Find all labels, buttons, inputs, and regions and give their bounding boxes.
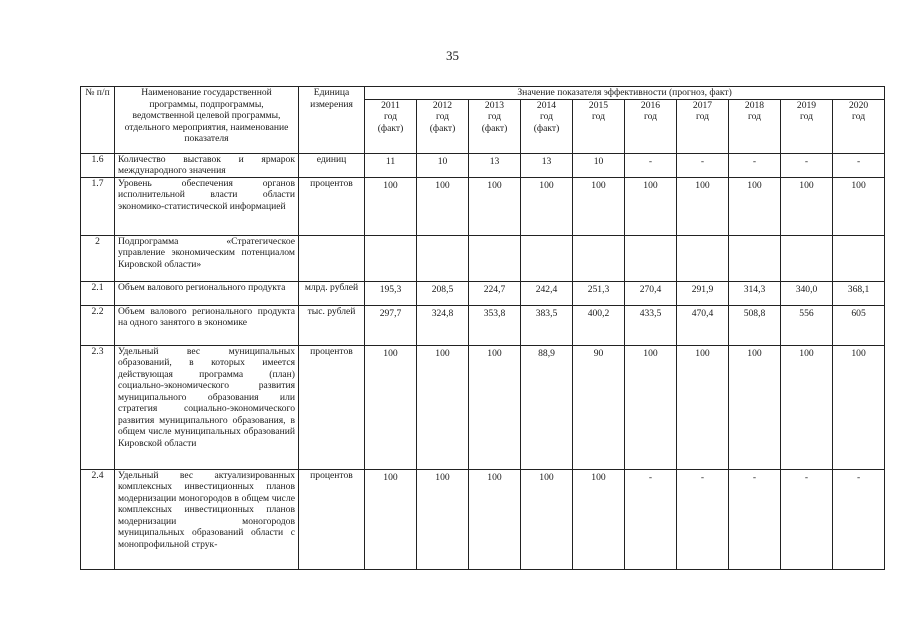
row-number: 2.1 — [81, 281, 115, 305]
indicator-name: Удельный вес муниципальных образований, в которых имеется действующая программа (план) социально-экономического развития муниципального образования или стратегия социально-экономического развития муниципального образования, в общем числе муниципальных образований Кировской области — [115, 345, 299, 469]
table-row — [81, 305, 885, 345]
value-cell: 100 — [833, 345, 885, 469]
value-cell: 100 — [521, 469, 573, 569]
value-cell: 251,3 — [573, 281, 625, 305]
value-cell: 11 — [365, 153, 417, 177]
header-year-2011: 2011 год (факт) — [365, 99, 417, 153]
value-cell: 100 — [469, 469, 521, 569]
value-cell: - — [677, 153, 729, 177]
row-number: 2.3 — [81, 345, 115, 469]
value-cell: 100 — [365, 177, 417, 235]
unit-of-measure: процентов — [299, 345, 365, 469]
unit-of-measure: тыс. рублей — [299, 305, 365, 345]
value-cell: 100 — [417, 177, 469, 235]
value-cell: 100 — [417, 345, 469, 469]
header-year-2019: 2019 год — [781, 99, 833, 153]
header-year-2020: 2020 год — [833, 99, 885, 153]
value-cell: - — [625, 153, 677, 177]
value-cell: 100 — [469, 177, 521, 235]
unit-of-measure: процентов — [299, 177, 365, 235]
header-year-2018: 2018 год — [729, 99, 781, 153]
value-cell: 100 — [521, 177, 573, 235]
row-number: 2.2 — [81, 305, 115, 345]
header-unit: Единица измерения — [299, 87, 365, 154]
value-cell: 605 — [833, 305, 885, 345]
value-cell — [521, 235, 573, 281]
value-cell: 270,4 — [625, 281, 677, 305]
value-cell: 368,1 — [833, 281, 885, 305]
value-cell — [573, 235, 625, 281]
value-cell: - — [677, 469, 729, 569]
row-number: 1.6 — [81, 153, 115, 177]
value-cell: 13 — [469, 153, 521, 177]
value-cell — [677, 235, 729, 281]
value-cell — [417, 235, 469, 281]
value-cell: 100 — [729, 177, 781, 235]
value-cell: 224,7 — [469, 281, 521, 305]
page-number: 35 — [446, 48, 459, 63]
value-cell: 353,8 — [469, 305, 521, 345]
unit-of-measure: млрд. рублей — [299, 281, 365, 305]
header-year-2012: 2012 год (факт) — [417, 99, 469, 153]
value-cell: - — [625, 469, 677, 569]
header-year-2017: 2017 год — [677, 99, 729, 153]
header-year-2013: 2013 год (факт) — [469, 99, 521, 153]
header-num: № п/п — [81, 87, 115, 154]
indicator-name: Подпрограмма «Стратегическое управление экономическим потенциалом Кировской области» — [115, 235, 299, 281]
value-cell: 340,0 — [781, 281, 833, 305]
table-row — [81, 469, 885, 569]
value-cell: 100 — [677, 177, 729, 235]
value-cell: 100 — [573, 469, 625, 569]
value-cell: 100 — [469, 345, 521, 469]
value-cell: - — [729, 469, 781, 569]
value-cell: 383,5 — [521, 305, 573, 345]
value-cell — [625, 235, 677, 281]
row-number: 1.7 — [81, 177, 115, 235]
value-cell: 100 — [781, 177, 833, 235]
header-year-2015: 2015 год — [573, 99, 625, 153]
value-cell: 13 — [521, 153, 573, 177]
value-cell: 90 — [573, 345, 625, 469]
indicator-name: Уровень обеспечения органов исполнительной власти области экономико-статистической информацией — [115, 177, 299, 235]
table-row — [81, 281, 885, 305]
value-cell: 470,4 — [677, 305, 729, 345]
value-cell: 297,7 — [365, 305, 417, 345]
value-cell: 100 — [417, 469, 469, 569]
value-cell: 100 — [833, 177, 885, 235]
indicator-name: Удельный вес актуализированных комплексных инвестиционных планов модернизации моногородов в общем числе комплексных инвестиционных планов модернизации моногородов муниципальных образований области с монопрофильной струк- — [115, 469, 299, 569]
value-cell: 314,3 — [729, 281, 781, 305]
indicators-table — [80, 86, 885, 570]
value-cell: 100 — [625, 345, 677, 469]
table-row — [81, 235, 885, 281]
header-name: Наименование государственной программы, подпрограммы, ведомственной целевой программы, отдельного мероприятия, наименование показателя — [115, 87, 299, 154]
value-cell: 208,5 — [417, 281, 469, 305]
value-cell: 433,5 — [625, 305, 677, 345]
value-cell — [365, 235, 417, 281]
header-values-title: Значение показателя эффективности (прогноз, факт) — [365, 87, 885, 100]
value-cell: 10 — [417, 153, 469, 177]
indicator-name: Количество выставок и ярмарок международного значения — [115, 153, 299, 177]
row-number: 2.4 — [81, 469, 115, 569]
unit-of-measure — [299, 235, 365, 281]
value-cell: 100 — [625, 177, 677, 235]
table-row — [81, 153, 885, 177]
row-number: 2 — [81, 235, 115, 281]
value-cell: - — [781, 153, 833, 177]
value-cell: 100 — [573, 177, 625, 235]
indicator-name: Объем валового регионального продукта — [115, 281, 299, 305]
value-cell: 100 — [365, 469, 417, 569]
value-cell — [833, 235, 885, 281]
value-cell: 291,9 — [677, 281, 729, 305]
value-cell — [729, 235, 781, 281]
value-cell: 508,8 — [729, 305, 781, 345]
value-cell: 400,2 — [573, 305, 625, 345]
value-cell: 556 — [781, 305, 833, 345]
value-cell: 100 — [781, 345, 833, 469]
value-cell: - — [833, 469, 885, 569]
value-cell: 324,8 — [417, 305, 469, 345]
value-cell: 10 — [573, 153, 625, 177]
value-cell: - — [729, 153, 781, 177]
value-cell: 100 — [729, 345, 781, 469]
table-row — [81, 345, 885, 469]
table-row — [81, 177, 885, 235]
value-cell: - — [833, 153, 885, 177]
value-cell: 195,3 — [365, 281, 417, 305]
value-cell — [781, 235, 833, 281]
header-year-2016: 2016 год — [625, 99, 677, 153]
value-cell: 242,4 — [521, 281, 573, 305]
value-cell — [469, 235, 521, 281]
value-cell: 88,9 — [521, 345, 573, 469]
value-cell: 100 — [365, 345, 417, 469]
value-cell: 100 — [677, 345, 729, 469]
unit-of-measure: процентов — [299, 469, 365, 569]
unit-of-measure: единиц — [299, 153, 365, 177]
indicator-name: Объем валового регионального продукта на одного занятого в экономике — [115, 305, 299, 345]
header-year-2014: 2014 год (факт) — [521, 99, 573, 153]
value-cell: - — [781, 469, 833, 569]
